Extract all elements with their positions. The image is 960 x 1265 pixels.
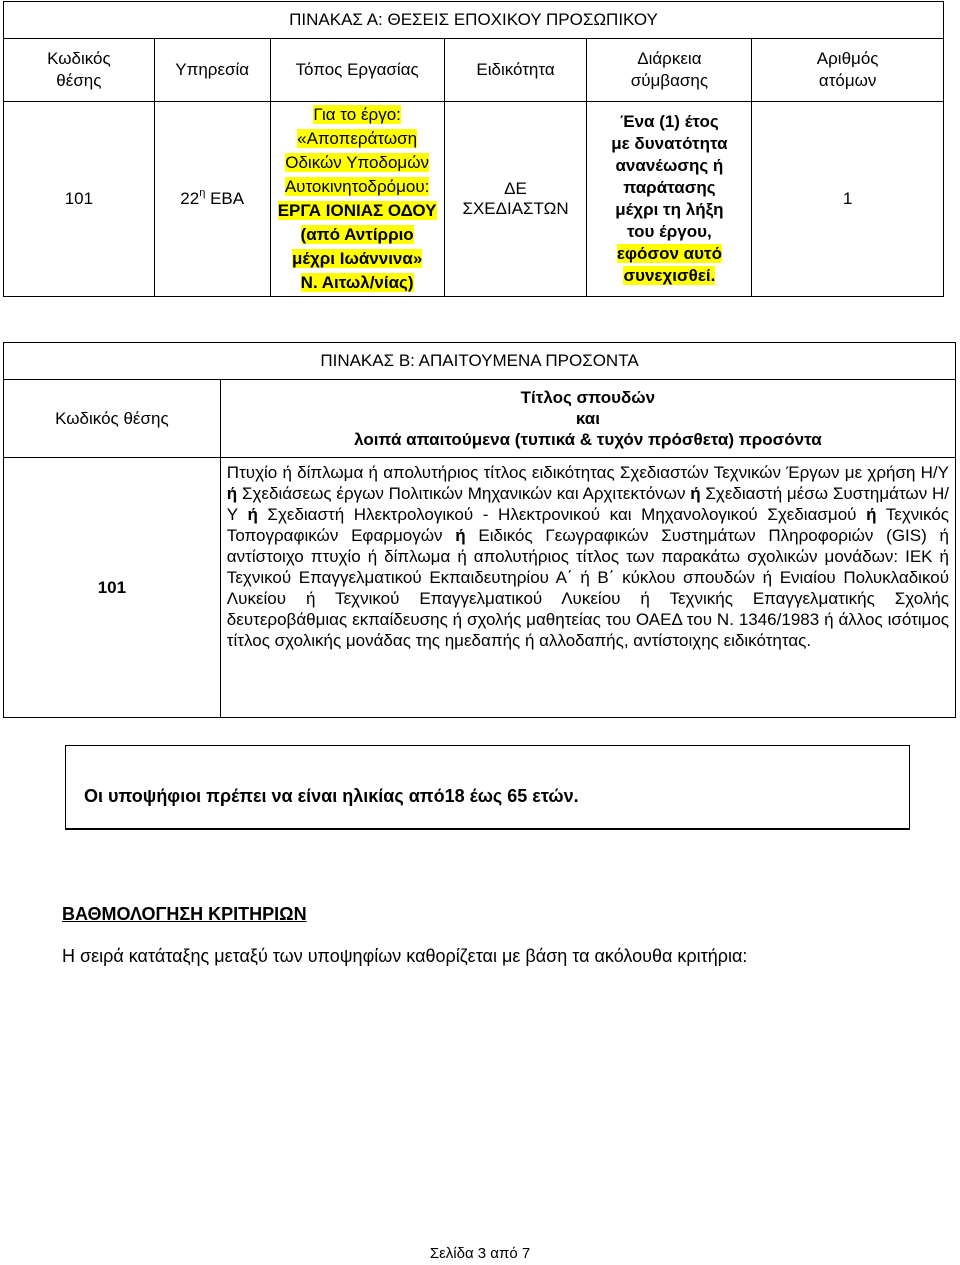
header-duration-line2: σύμβασης <box>630 71 709 90</box>
criteria-heading: ΒΑΘΜΟΛΟΓΗΣΗ ΚΡΙΤΗΡΙΩΝ <box>62 904 307 924</box>
location-line: Ν. Αιτωλ/νίας) <box>300 273 414 292</box>
header-service: Υπηρεσία <box>154 39 270 102</box>
specialty-line2: ΣΧΕΔΙΑΣΤΩΝ <box>462 199 569 218</box>
location-line: μέχρι Ιωάννινα» <box>291 249 423 268</box>
row-specialty <box>444 102 587 297</box>
qualifications-text: Πτυχίο ή δίπλωμα ή απολυτήριος τίτλος ειδικότητας Σχεδιαστών Τεχνικών Έργων με χρήση Η/Υ ή Σχεδιάσεως έργων Πολιτικών Μηχανικών και Αρχιτεκτόνων ή Σχεδιαστή μέσω Συστημάτων Η/Υ ή Σχεδιαστή Ηλεκτρολογικού - Ηλεκτρονικού και Μηχανολογικού Σχεδιασμού ή Τεχνικός Τοπογραφικών Εφαρμογών ή Ειδικός Γεωγραφικών Συστημάτων Πληροφοριών (GIS) ή αντίστοιχο πτυχίο ή δίπλωμα ή απολυτήριος τίτλος των παρακάτω σχολικών μονάδων: ΙΕΚ ή Τεχνικού Επαγγελματικού Εκπαιδευτηρίου Α΄ ή Β΄ κύκλου σπουδών ή Ενιαίου Πολυκλαδικού Λυκείου ή Τεχνικού Επαγγελματικού Λυκείου ή Τεχνικής Επαγγελματικής Σχολής δευτεροβάθμιας εκπαίδευσης ή σχολής μαθητείας του ΟΑΕΔ του Ν. 1346/1983 ή άλλος ισότιμος τίτλος σχολικής μονάδας της ημεδαπής ή αλλοδαπής, αντίστοιχης ειδικότητας. <box>220 458 955 718</box>
service-number: 22 <box>180 189 200 208</box>
duration-line: του έργου, <box>627 222 712 241</box>
header-count <box>752 39 944 102</box>
location-line: «Αποπεράτωση <box>297 129 418 148</box>
service-superscript: η <box>199 187 206 199</box>
row-duration <box>587 102 752 297</box>
row-location <box>270 102 444 297</box>
header-qualifications <box>220 380 955 458</box>
header-specialty: Ειδικότητα <box>444 39 587 102</box>
duration-line: ανανέωσης ή <box>615 156 724 175</box>
service-name: ΕΒΑ <box>210 189 245 208</box>
position-code: 101 <box>4 458 221 718</box>
header-qualifications-line2: και <box>575 409 600 428</box>
specialty-line1: ΔΕ <box>504 179 527 198</box>
header-code-line2: θέσης <box>56 71 102 90</box>
criteria-text: Η σειρά κατάταξης μεταξύ των υποψηφίων καθορίζεται με βάση τα ακόλουθα κριτήρια: <box>62 946 748 966</box>
location-line: Αυτοκινητοδρόμου: <box>284 177 430 196</box>
location-line: ΕΡΓΑ ΙΟΝΙΑΣ ΟΔΟΥ <box>277 201 437 220</box>
page-number: Σελίδα 3 από 7 <box>429 1245 531 1262</box>
header-code-line1: Κωδικός <box>47 49 111 68</box>
age-notice-text: Οι υποψήφιοι πρέπει να είναι ηλικίας από18 έως 65 ετών. <box>84 786 579 806</box>
table-b <box>3 342 956 718</box>
location-line: Οδικών Υποδομών <box>285 153 429 172</box>
table-a <box>3 1 944 297</box>
duration-line: μέχρι τη λήξη <box>615 200 724 219</box>
row-code: 101 <box>4 102 155 297</box>
header-position-code: Κωδικός θέσης <box>4 380 221 458</box>
duration-line: με δυνατότητα <box>611 134 728 153</box>
header-count-line2: ατόμων <box>818 71 877 90</box>
header-duration <box>587 39 752 102</box>
location-line: Για το έργο: <box>313 105 401 124</box>
header-qualifications-line1: Τίτλος σπουδών <box>520 388 656 407</box>
header-qualifications-line3: λοιπά απαιτούμενα (τυπικά & τυχόν πρόσθετα) προσόντα <box>354 430 822 449</box>
header-count-line1: Αριθμός <box>816 49 879 68</box>
duration-line: εφόσον αυτό <box>616 244 722 263</box>
age-notice-box <box>65 745 910 830</box>
location-line: (από Αντίρριο <box>300 225 414 244</box>
header-code <box>4 39 155 102</box>
duration-line: παράτασης <box>623 178 716 197</box>
header-location: Τόπος Εργασίας <box>270 39 444 102</box>
row-service <box>154 102 270 297</box>
table-a-title: ΠΙΝΑΚΑΣ Α: ΘΕΣΕΙΣ ΕΠΟΧΙΚΟΥ ΠΡΟΣΩΠΙΚΟΥ <box>4 2 944 39</box>
duration-line: συνεχισθεί. <box>623 266 716 285</box>
header-duration-line1: Διάρκεια <box>637 49 702 68</box>
table-b-title: ΠΙΝΑΚΑΣ Β: ΑΠΑΙΤΟΥΜΕΝΑ ΠΡΟΣΟΝΤΑ <box>4 343 956 380</box>
duration-line: Ένα (1) έτος <box>620 112 719 131</box>
row-count: 1 <box>752 102 944 297</box>
